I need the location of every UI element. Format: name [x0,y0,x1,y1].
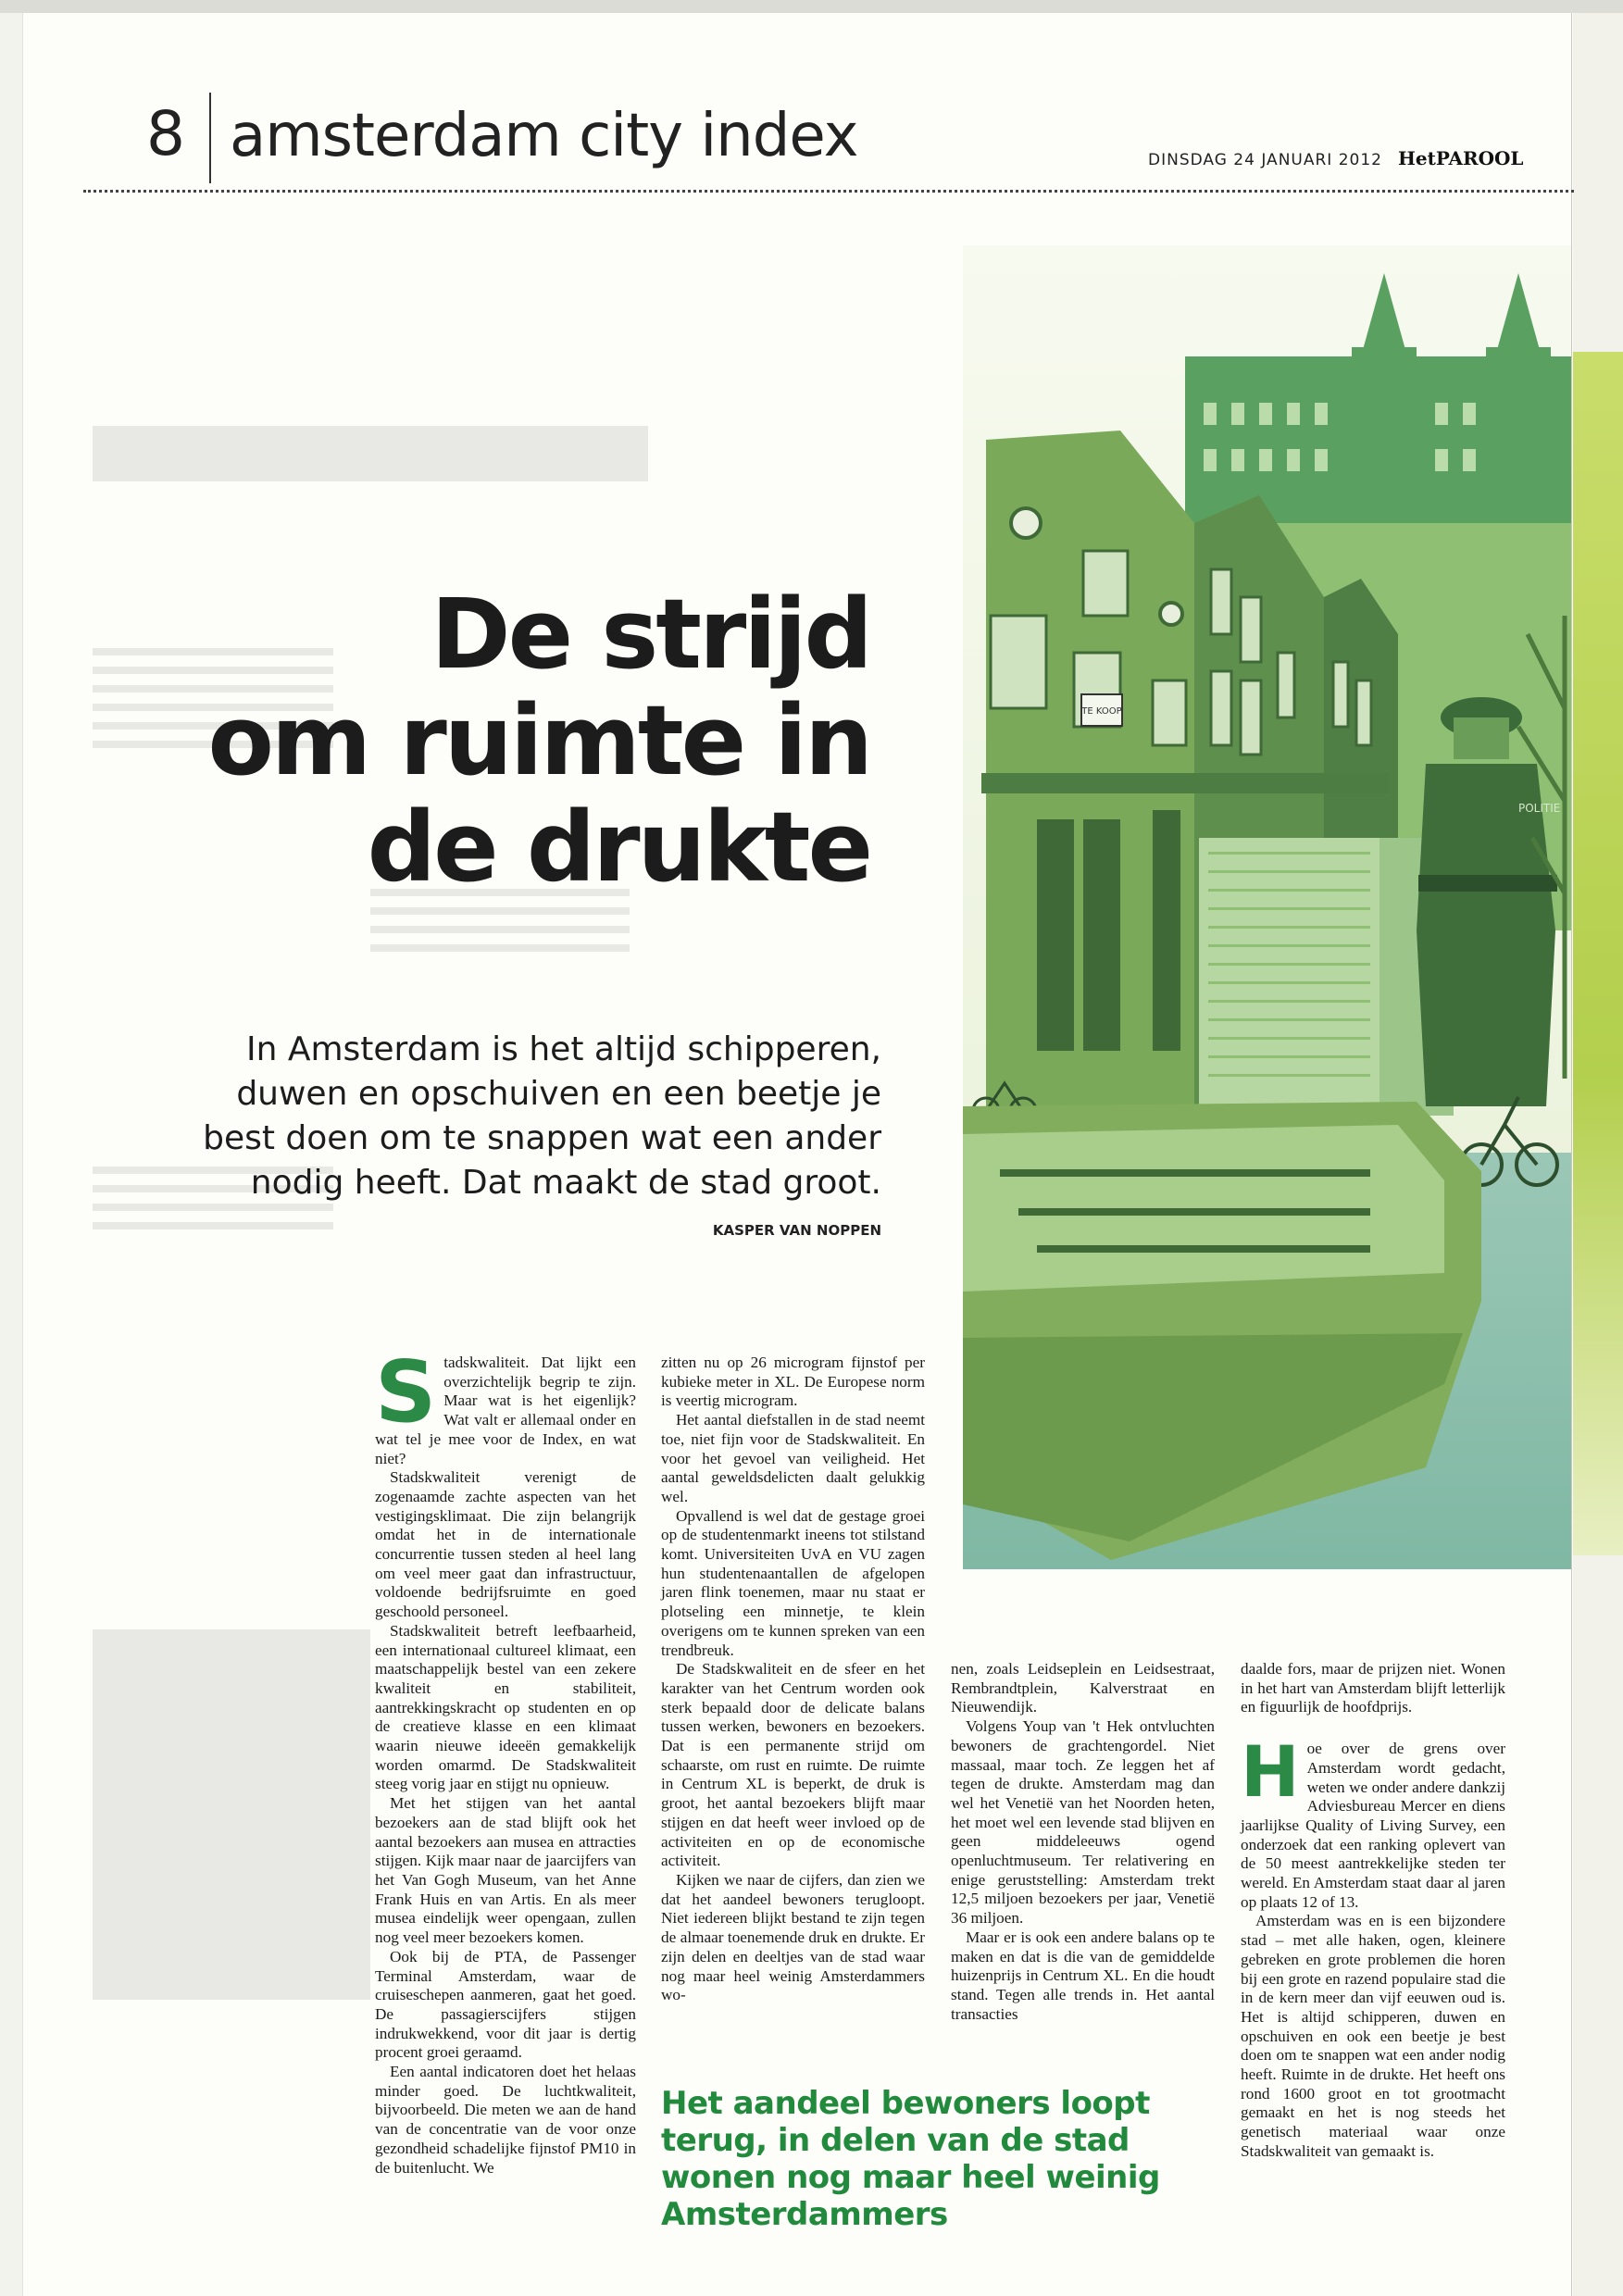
header-separator [209,93,211,183]
paragraph: oe over de grens over Amsterdam wordt gedacht, weten we onder andere dankzij Adviesbureau Mercer en diens jaarlijkse Quality of Living Survey, een onderzoek dat een ranking oplevert van de 50 meest aantrekkelijke steden ter wereld. En Amsterdam staat daar al jaren op plaats 12 of 13. [1241,1740,1505,1911]
headline-line: om ruimte in [207,684,870,797]
article-column-1 [375,1342,636,2177]
drop-cap: S [375,1342,437,1441]
city-illustration [963,245,1571,1569]
pull-quote: Het aandeel bewoners loopt terug, in delen van de stad wonen nog maar heel weinig Amsterdammers [661,2085,1160,2233]
scan-edge-left [0,13,23,2296]
paragraph: Maar er is ook een andere balans op te maken en dat is die van de gemiddelde huizenprijs in Centrum XL. En die houdt stand. Tegen alle trends in. Het aantal transacties [951,1928,1215,2023]
paragraph: Stadskwaliteit betreft leefbaarheid, een internationaal cultureel klimaat, een maatschappelijk bestel van een zekere kwaliteit en stabiliteit, aantrekkingskracht op studenten en op de creatieve klasse en een klimaat waarin nieuwe ideeën gemakkelijk worden omarmd. De Stadskwaliteit steeg vorig jaar en stijgt nu opnieuw. [375,1621,636,1793]
paragraph: De Stadskwaliteit en de sfeer en het karakter van het Centrum worden ook sterk bepaald door de delicate balans tussen werken, bewoners en bezoekers. Dat is een permanente strijd om schaarste, om rust en ruimte. De ruimte in Centrum XL is beperkt, de druk is groot, het aantal bezoekers blijft maar stijgen en dat heeft weer invloed op de activiteiten en op de economische activiteit. [661,1660,925,1870]
intro-paragraph: In Amsterdam is het altijd schipperen, duwen en opschuiven en een beetje je best doen om te snappen wat een ander nodig heeft. Dat maakt de stad groot. [203,1030,881,1202]
paragraph: Stadskwaliteit verenigt de zogenaamde zachte aspecten van het vestigingsklimaat. Die zijn belangrijk omdat het in de internationale concurrentie tussen steden al heel lang om veel meer gaat dan infrastructuur, voldoende bedrijfsruimte en goed geschoold personeel. [375,1468,636,1621]
article-column-3 [951,1660,1215,2024]
paragraph: daalde fors, maar de prijzen niet. Wonen in het hart van Amsterdam blijft letterlijk en figuurlijk de hoofdprijs. [1241,1660,1505,1716]
byline: KASPER VAN NOPPEN [712,1222,881,1239]
paragraph: Met het stijgen van het aantal bezoekers aan de stad blijft ook het aantal bezoekers aan musea en attracties stijgen. Kijk maar naar de jaarcijfers van het Van Gogh Museum, van het Anne Frank Huis en van Artis. En als meer musea eindelijk weer opengaan, zullen nog veel meer bezoekers komen. [375,1794,636,1947]
paragraph: nen, zoals Leidseplein en Leidsestraat, Rembrandtplein, Kalverstraat en Nieuwendijk. [951,1660,1215,1716]
headline-line: de drukte [367,791,870,904]
paragraph: zitten nu op 26 microgram fijnstof per kubieke meter in XL. De Europese norm is veertig microgram. [661,1354,925,1410]
adjacent-page-illustration [1573,352,1623,1555]
drop-cap: H [1241,1730,1300,1814]
paragraph: Een aantal indicatoren doet het helaas minder goed. De luchtkwaliteit, bijvoorbeeld. Die meten we aan de hand van de concentratie van de voor onze gezondheid schadelijke fijnstof PM10 in de buitenlucht. We [375,2063,636,2177]
headline [120,578,870,904]
newspaper-logo: HetPAROOL [1398,147,1524,169]
paragraph: tadskwaliteit. Dat lijkt een overzichtelijk begrip te zijn. Maar wat is het eigenlijk? Wat valt er allemaal onder en wat tel je mee voor de Index, en wat niet? [375,1354,636,1467]
paragraph: Het aantal diefstallen in de stad neemt toe, niet fijn voor de Stadskwaliteit. En voor het gevoel van veiligheid. Het aantal geweldsdelicten daalt gelukkig wel. [661,1411,925,1505]
article-column-2 [661,1354,925,2005]
paragraph: Kijken we naar de cijfers, dan zien we dat het aandeel bewoners terugloopt. Niet iedereen blijkt bestand te zijn tegen de almaar toenemende druk en drukte. Er zijn delen en deeltjes van de stad waar nog maar heel weinig Amsterdammers wo- [661,1870,925,2004]
paragraph: Amsterdam was en is een bijzondere stad – met alle haken, ogen, kleinere gebreken en grote problemen die horen bij een grote en razend populaire stad die in de kern meer dan vijf eeuwen oud is. Het is altijd schipperen, duwen en opschuiven en ook een beetje je best doen om te snappen wat een ander nodig heeft. Ruimte in de drukte. Het heeft ons rond 1600 groot en tot grootmacht gemaakt en het is nog steeds het genetisch materiaal waar onze Stadskwaliteit van gemaakt is. [1241,1912,1505,2160]
page-number: 8 [146,98,185,169]
sign-text: TE KOOP [1081,706,1122,717]
paragraph: Opvallend is wel dat de gestage groei op de studentenmarkt ineens tot stilstand komt. Universiteiten UvA en VU zagen hun studentenaantallen de afgelopen jaren flink toenemen, maar nu staat er plotseling een minnetje, te klein overigens om te kunnen spreken van een trendbreuk. [661,1506,925,1659]
header-dotted-rule [83,190,1574,193]
scan-edge-top [0,0,1623,13]
headline-line: De strijd [431,578,870,691]
article-column-4 [1241,1660,1505,2162]
police-text: POLITIE [1518,802,1561,815]
paragraph: Volgens Youp van 't Hek ontvluchten bewoners de grachtengordel. Niet massaal, maar toch. Ze leggen het af tegen de drukte. Amsterdam mag dan wel het Venetië van het Noorden heten, het moet wel een levende stad blijven en geen middeleeuws ogend openluchtmuseum. Ter relativering en enige geruststelling: Amsterdam trekt 12,5 miljoen bezoekers per jaar, Venetië 36 miljoen. [951,1717,1215,1928]
dateline: DINSDAG 24 JANUARI 2012 [1148,151,1382,169]
section-title: amsterdam city index [230,102,858,170]
page-fold [1571,13,1572,2296]
paragraph: Ook bij de PTA, de Passenger Terminal Amsterdam, waar de cruiseschepen aanmeren, gaat het goed. De passagierscijfers stijgen indrukwekkend, voor dit jaar is dertig procent groei geraamd. [375,1947,636,2062]
office-block-icon [1199,838,1454,1116]
